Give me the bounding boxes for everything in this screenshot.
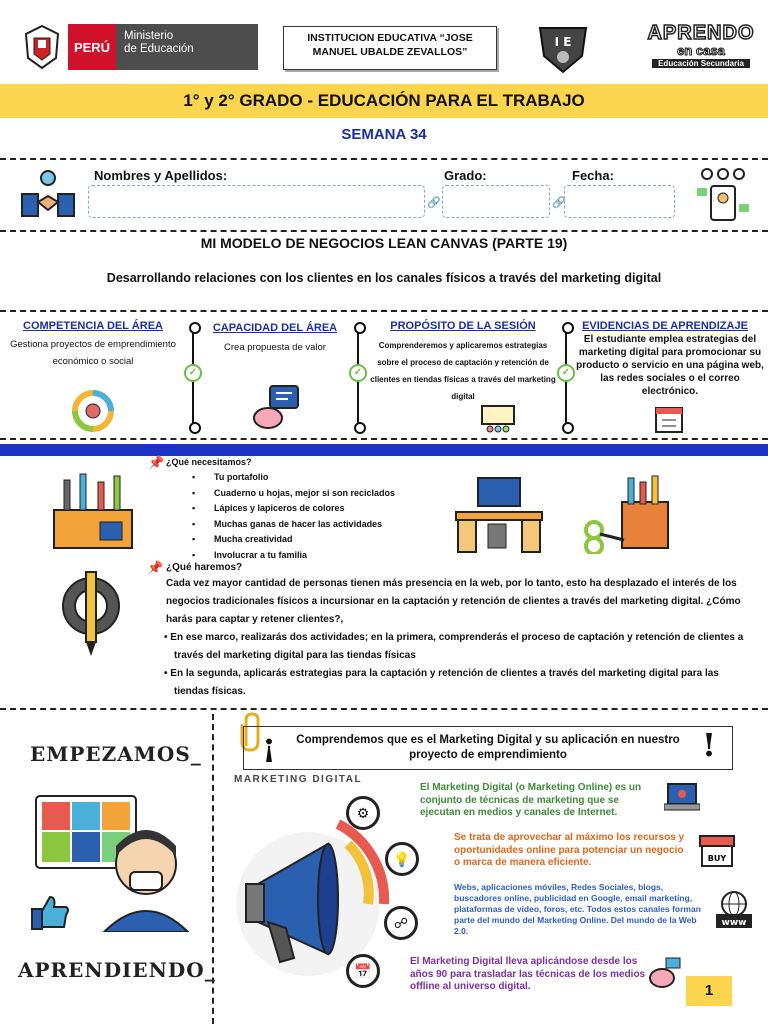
divider [0,310,768,312]
todo-title: ¿Qué haremos? [166,562,243,573]
capacidad-text: Crea propuesta de valor [224,342,326,353]
blue-separator-bar [0,444,768,456]
peru-label: PERÚ [68,24,116,70]
aprendo-en-casa-logo: APRENDO en casa Educación Secundaria [647,22,755,68]
pin-icon: 📌 [148,455,165,470]
evidencias-heading: EVIDENCIAS DE APRENDIZAJE [582,320,748,332]
presentation-icon [480,404,516,434]
divider [0,708,768,710]
brain-analytics-icon [648,956,682,990]
proposito-text: Comprenderemos y aplicaremos estrategias sobre el proceso de captación y retención de clientes en tiendas físicas a través del marketing digital [370,341,556,401]
list-item: ▪ Cuaderno u hojas, mejor si son reciclados [156,488,395,504]
ministry-logo [68,24,258,70]
grade-subject-band: 1° y 2° GRADO - EDUCACIÓN PARA EL TRABAJO [0,84,768,118]
community-icon [695,166,751,222]
competencia-heading: COMPETENCIA DEL ÁREA [23,320,163,332]
check-icon: ✓ [184,364,202,382]
social-network-icon: ☍ [384,906,418,940]
todo-intro: Cada vez mayor cantidad de personas tienen más presencia en la web, por lo tanto, esto ha desplazado el interés de los negocios tradicionales físicos a incursionar en la captación y retención de clientes a través del marketing digital. ¿Cómo harás para captar y retener clientes?, [166,578,741,625]
marketing-text-2: Se trata de aprovechar al máximo los recursos y oportunidades online para potenciar un negocio o marca de manera eficiente. [454,832,685,868]
week-label: SEMANA 34 [341,126,427,143]
divider [0,158,768,160]
marketing-text-3: Webs, aplicaciones móviles, Redes Sociales, blogs, buscadores online, publicidad en Google, email marketing, plataformas de vídeo, foros, etc. Todos estos canales forman parte del mundo del Marketing Online. Del mundo de la Web 2.0. [454,882,701,936]
todo-bullet: • En ese marco, realizarás dos actividades; en la primera, comprenderás el proceso de captación y retención de clientes a través del marketing digital para las tiendas físicas [164,632,744,661]
list-item: ▪ Involucrar a tu familia [156,550,395,566]
divider [0,230,768,232]
national-emblem [22,24,62,70]
learning-label: APRENDIENDO_ [18,958,216,982]
school-name: INSTITUCION EDUCATIVA “JOSE MANUEL UBALDE ZEVALLOS” [283,26,497,70]
ministry-line2: de Educación [124,43,194,55]
school-crest-icon [536,22,590,74]
list-item: ▪ Lápices y lapiceros de colores [156,503,395,519]
pin-icon: 📌 [147,560,164,575]
capacidad-heading: CAPACIDAD DEL ÁREA [212,322,338,334]
calendar-history-icon: 📅 [346,954,380,988]
list-item: ▪ Mucha creatividad [156,534,395,550]
competency-chart-icon [72,390,114,432]
exclamation-close: ! [702,726,717,764]
link-icon: 🔗 [552,197,566,209]
craft-supplies-icon [584,474,674,554]
check-icon: ✓ [349,364,367,382]
todo-bullet: • En la segunda, aplicarás estrategias para la captación y retención de clientes a través del marketing digital para las tiendas físicas. [164,668,719,697]
start-label: EMPEZAMOS_ [30,742,202,766]
gear-pencil-icon [56,568,126,658]
session-subtitle: Desarrollando relaciones con los clientes en los canales físicos a través del marketing digital [106,271,662,285]
list-item: ▪ Tu portafolio [156,472,395,488]
laptop-marketing-icon [664,780,700,814]
www-globe-icon [714,890,754,930]
toolbox-icon [50,470,136,550]
svg-text:I E: I E [554,35,572,49]
session-title: MI MODELO DE NEGOCIOS LEAN CANVAS (PARTE 19) [200,235,568,251]
ministry-line1: Ministerio [124,30,174,42]
comprehension-title: Comprendemos que es el Marketing Digital y su aplicación en nuestro proyecto de emprendimiento [296,734,680,761]
comprehension-box [243,726,733,770]
online-store-icon [698,834,736,868]
proposito-heading: PROPÓSITO DE LA SESIÓN [390,320,536,332]
name-field[interactable] [88,185,425,218]
link-icon: 🔗 [427,197,441,209]
page-number: 1 [686,976,732,1006]
marketing-digital-label: MARKETING DIGITAL [234,774,363,785]
name-label: Nombres y Apellidos: [94,168,228,183]
svg-text:BUY: BUY [707,854,727,863]
network-gear-icon: ⚙ [346,796,380,830]
check-icon: ✓ [557,364,575,382]
grade-label: Grado: [444,168,487,183]
calendar-icon [654,404,684,434]
marketing-text-4: El Marketing Digital lleva aplicándose desde los años 90 para trasladar las técnicas de los medios offline al universo digital. [410,956,646,992]
date-label: Fecha: [572,168,614,183]
competencia-text: Gestiona proyectos de emprendimiento económico o social [10,339,176,367]
evidencias-text: El estudiante emplea estrategias del marketing digital para promocionar su producto o servicio en una página web, las redes sociales o el correo electrónico. [576,334,764,397]
date-field[interactable] [564,185,675,218]
marketing-text-1: El Marketing Digital (o Marketing Online) es un conjunto de técnicas de marketing que se ejecutan en medios y canales de Internet. [420,782,642,818]
grade-field[interactable] [442,185,550,218]
svg-text:www: www [721,918,747,928]
exclamation-open: ¡ [262,726,277,764]
needs-title: ¿Qué necesitamos? [166,457,252,467]
needs-list [156,472,395,565]
idea-board-icon: 💡 [385,842,419,876]
handshake-icon [20,168,76,220]
list-item: ▪ Muchas ganas de hacer las actividades [156,519,395,535]
brain-idea-icon [252,384,300,430]
thumbs-up-icon [30,893,70,931]
divider [0,438,768,440]
desk-computer-icon [450,474,546,554]
